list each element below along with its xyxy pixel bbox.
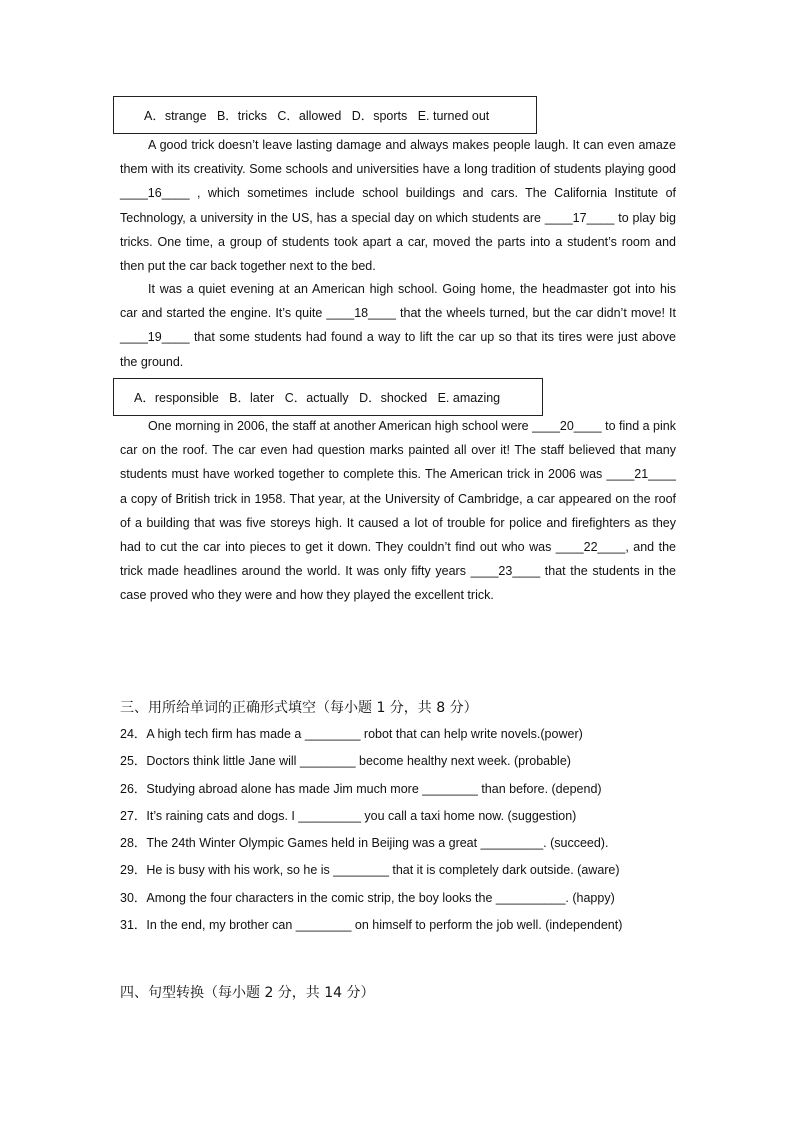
word-bank-box-1 xyxy=(113,96,537,134)
word-bank-box-2 xyxy=(113,378,543,416)
question-30: 30．Among the four characters in the comic strip, the boy looks the __________. (happy) xyxy=(120,890,615,905)
section-4-title: 四、句型转换（每小题 2 分，共 14 分） xyxy=(120,985,375,1001)
question-31: 31．In the end, my brother can ________ on himself to perform the job well. (independent) xyxy=(120,918,623,933)
question-28: 28．The 24th Winter Olympic Games held in Beijing was a great _________. (succeed). xyxy=(120,836,609,851)
word-bank-options-1: A．strange B．tricks C．allowed D．sports E. turned out xyxy=(144,109,490,123)
question-25: 25．Doctors think little Jane will ________ become healthy next week. (probable) xyxy=(120,754,571,769)
passage-1-paragraph-2: It was a quiet evening at an American high school. Going home, the headmaster got into his car and started the engine. It’s quite ____18____ that the wheels turned, but the car didn’t move! It ____19____ that some students had found a way to lift the car up so that its tires were just above the ground. xyxy=(120,282,676,369)
passage-1-paragraph-1: A good trick doesn’t leave lasting damage and always makes people laugh. It can even amaze them with its creativity. Some schools and universities have a long tradition of students playing good ____16____ , which sometimes include school buildings and cars. The California Institute of Technology, a university in the US, has a special day on which students are ____17____ to play big tricks. One time, a group of students took apart a car, moved the parts into a student’s room and then put the car back together next to the bed. xyxy=(120,138,676,274)
word-bank-options-2: A．responsible B．later C．actually D．shocked E. amazing xyxy=(134,391,501,405)
question-list xyxy=(120,724,622,942)
question-26: 26．Studying abroad alone has made Jim much more ________ than before. (depend) xyxy=(120,781,602,796)
passage-2-paragraph-1: One morning in 2006, the staff at another American high school were ____20____ to find a pink car on the roof. The car even had question marks painted all over it! The staff believed that many students must have worked together to complete this. The American trick in 2006 was ____21____ a copy of British trick in 1958. That year, at the University of Cambridge, a car appeared on the roof of a building that was five storeys high. It caused a lot of trouble for police and firefighters as they had to cut the car into pieces to get it down. They couldn’t find out who was ____22____, and the trick made headlines around the world. It was only fifty years ____23____ that the students in the case proved who they were and how they played the excellent trick. xyxy=(120,419,676,603)
section-3-title: 三、用所给单词的正确形式填空（每小题 1 分，共 8 分） xyxy=(120,700,478,716)
question-27: 27．It’s raining cats and dogs. I _________ you call a taxi home now. (suggestion) xyxy=(120,808,577,823)
question-29: 29．He is busy with his work, so he is ________ that it is completely dark outside. (aware) xyxy=(120,863,620,878)
question-24: 24．A high tech firm has made a ________ robot that can help write novels.(power) xyxy=(120,727,583,741)
